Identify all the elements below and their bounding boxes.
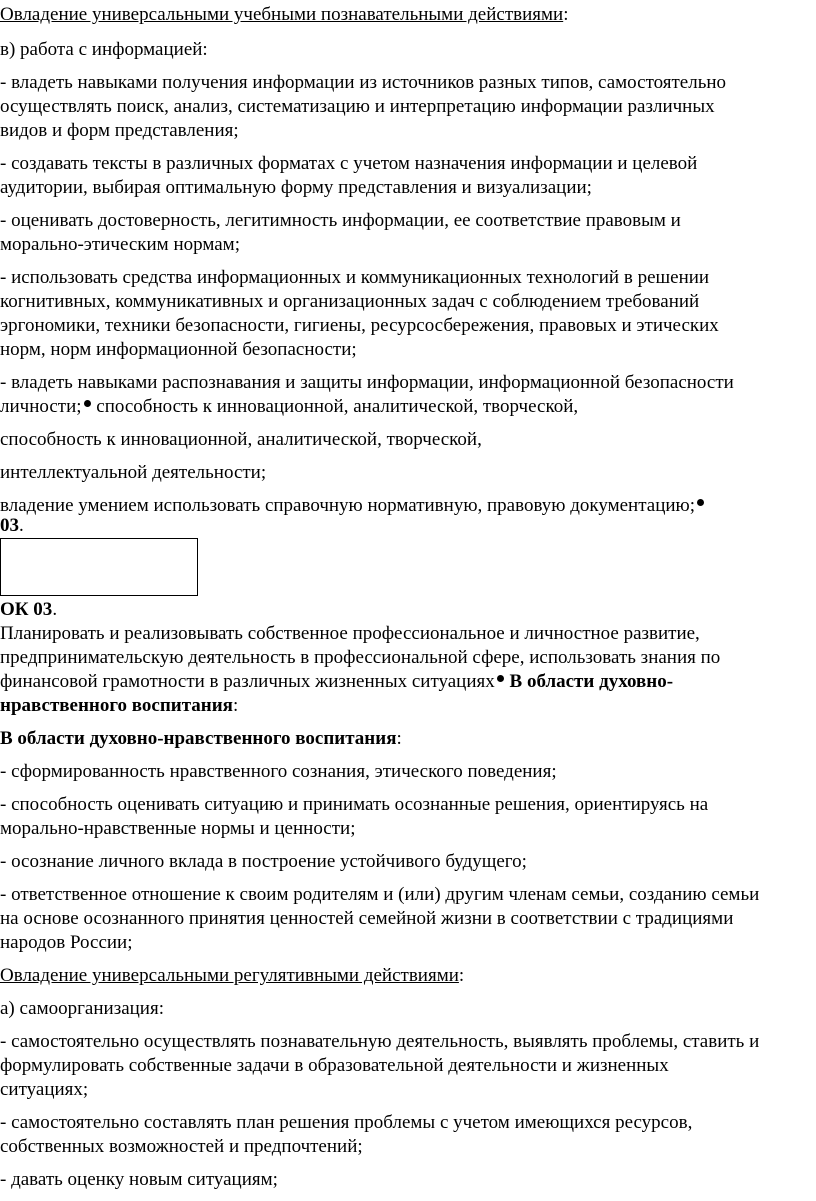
list-item-line: - самостоятельно осуществлять познавательную деятельность, выявлять проблемы, ставить и (0, 1031, 760, 1052)
competency-text-line: предпринимательскую деятельность в профессиональной сфере, использовать знания по (0, 647, 721, 668)
competency-text-line: финансовой грамотности в различных жизненных ситуациях В области духовно- (0, 671, 674, 692)
bullet-dot-icon (697, 499, 704, 506)
list-item-line: - владеть навыками получения информации из источников разных типов, самостоятельно (0, 72, 727, 93)
list-item-line: норм, норм информационной безопасности; (0, 339, 357, 360)
list-item-line: собственных возможностей и предпочтений; (0, 1136, 363, 1157)
section-heading-regulatory: Овладение универсальными регулятивными действиями: (0, 965, 465, 986)
list-item-line: - владеть навыками распознавания и защиты информации, информационной безопасности (0, 372, 734, 393)
list-item-line: - оценивать достоверность, легитимность информации, ее соответствие правовым и (0, 210, 681, 231)
subheading-self-organization: а) самоорганизация: (0, 998, 164, 1019)
competency-text-line: Планировать и реализовывать собственное профессиональное и личностное развитие, (0, 623, 700, 644)
list-item-line: видов и форм представления; (0, 120, 239, 141)
list-item-line: - самостоятельно составлять план решения проблемы с учетом имеющихся ресурсов, (0, 1112, 693, 1133)
section-heading-moral: В области духовно-нравственного воспитания: (0, 728, 402, 749)
paragraph-line: интеллектуальной деятельности; (0, 462, 267, 483)
paragraph-line: способность к инновационной, аналитической, творческой, (0, 429, 482, 450)
list-item-line: - создавать тексты в различных форматах с учетом назначения информации и целевой (0, 153, 698, 174)
paragraph-line: владение умением использовать справочную нормативную, правовую документацию; (0, 494, 705, 518)
heading-text: Овладение универсальными учебными познавательными действиями (0, 4, 564, 25)
competency-text-line: нравственного воспитания: (0, 695, 239, 716)
list-item-line: - использовать средства информационных и коммуникационных технологий в решении (0, 267, 710, 288)
code-line: 03. (0, 515, 24, 536)
section-heading-cognitive: Овладение универсальными учебными познавательными действиями: (0, 4, 569, 25)
list-item-line: личности; способность к инновационной, аналитической, творческой, (0, 396, 579, 417)
list-item-line: - сформированность нравственного сознания, этического поведения; (0, 761, 557, 782)
list-item-line: - ответственное отношение к своим родителям и (или) другим членам семьи, созданию семьи (0, 884, 760, 905)
list-item-line: морально-нравственные нормы и ценности; (0, 818, 356, 839)
empty-table-cell (0, 538, 198, 596)
list-item-line: эргономики, техники безопасности, гигиены, ресурсосбережения, правовых и этических (0, 315, 719, 336)
bullet-dot-icon (497, 675, 504, 682)
subheading-info-work: в) работа с информацией: (0, 39, 208, 60)
list-item-line: когнитивных, коммуникативных и организационных задач с соблюдением требований (0, 291, 700, 312)
list-item-line: аудитории, выбирая оптимальную форму представления и визуализации; (0, 177, 592, 198)
list-item-line: - давать оценку новым ситуациям; (0, 1169, 278, 1190)
list-item-line: - способность оценивать ситуацию и принимать осознанные решения, ориентируясь на (0, 794, 709, 815)
list-item-line: осуществлять поиск, анализ, систематизацию и интерпретацию информации различных (0, 96, 715, 117)
list-item-line: народов России; (0, 932, 133, 953)
list-item-line: на основе осознанного принятия ценностей семейной жизни в соответствии с традициями (0, 908, 734, 929)
competency-code: ОК 03. (0, 599, 58, 620)
list-item-line: формулировать собственные задачи в образовательной деятельности и жизненных (0, 1055, 669, 1076)
list-item-line: морально-этическим нормам; (0, 234, 240, 255)
list-item-line: ситуациях; (0, 1079, 89, 1100)
list-item-line: - осознание личного вклада в построение устойчивого будущего; (0, 851, 527, 872)
bullet-dot-icon (84, 400, 91, 407)
